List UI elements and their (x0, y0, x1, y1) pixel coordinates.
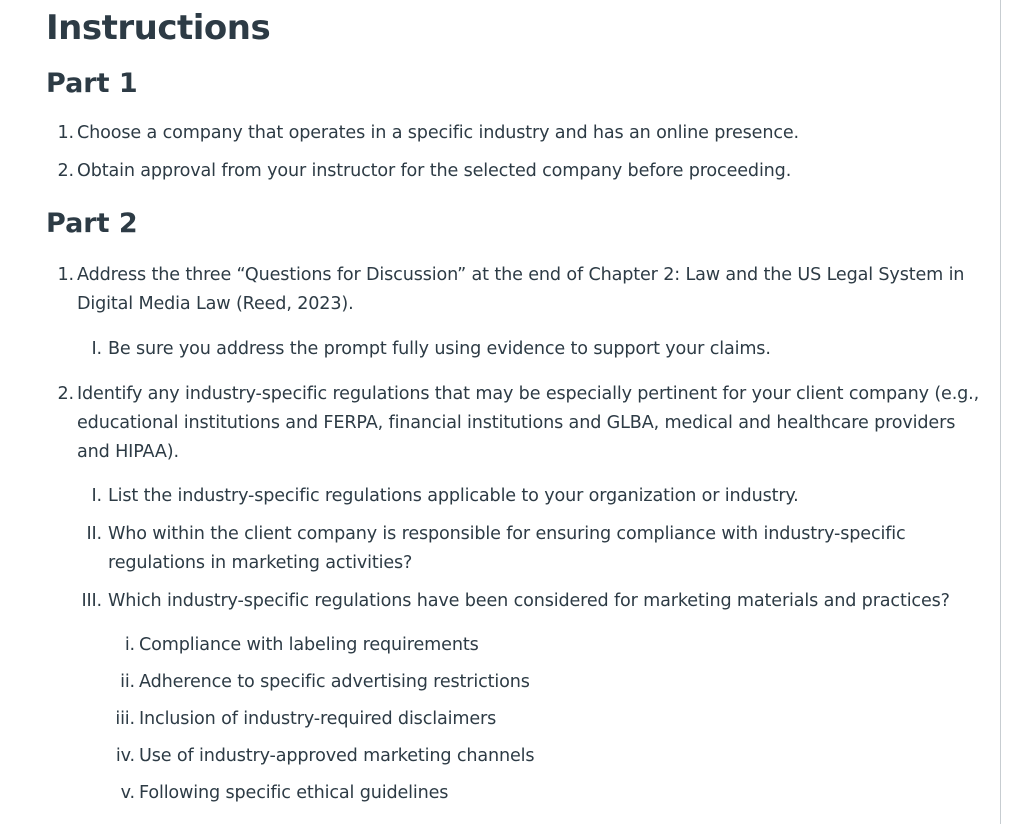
list-marker: III. (81, 591, 102, 611)
list-marker: i. (124, 635, 135, 655)
part-2-heading: Part 2 (46, 208, 138, 239)
list-marker: I. (91, 339, 102, 359)
list-item-text: Obtain approval from your instructor for the selected company before proceeding. (77, 161, 792, 181)
list-marker: v. (120, 783, 135, 803)
list-item-text: regulations in marketing activities? (108, 553, 413, 573)
list-marker: 2. (57, 384, 74, 404)
list-item-text: Identify any industry-specific regulations that may be especially pertinent for your client company (e.g., (77, 384, 980, 404)
list-item-text: Adherence to specific advertising restrictions (139, 672, 530, 692)
list-item-continuation (108, 549, 412, 578)
page-title: Instructions (46, 8, 271, 48)
list-item-text: Compliance with labeling requirements (139, 635, 479, 655)
list-marker: I. (91, 486, 102, 506)
list-item-text: educational institutions and FERPA, financial institutions and GLBA, medical and healthcare providers (77, 413, 956, 433)
list-marker: 1. (57, 265, 74, 285)
list-item-text: and HIPAA). (77, 442, 179, 462)
list-marker: 2. (57, 161, 74, 181)
list-marker: iv. (115, 746, 135, 766)
list-item-text: Who within the client company is responsible for ensuring compliance with industry-specific (108, 524, 906, 544)
list-item-text: Use of industry-approved marketing channels (139, 746, 535, 766)
list-item-text: Following specific ethical guidelines (139, 783, 449, 803)
list-item-continuation (77, 290, 354, 319)
list-marker: 1. (57, 123, 74, 143)
list-item-text: List the industry-specific regulations applicable to your organization or industry. (108, 486, 799, 506)
list-item-text: Be sure you address the prompt fully using evidence to support your claims. (108, 339, 771, 359)
list-item-text: Address the three “Questions for Discussion” at the end of Chapter 2: Law and the US Legal System in (77, 265, 965, 285)
list-marker: II. (86, 524, 102, 544)
list-item-continuation (77, 409, 955, 438)
list-marker: iii. (115, 709, 135, 729)
list-item-text: Which industry-specific regulations have been considered for marketing materials and practices? (108, 591, 950, 611)
list-item-text: Inclusion of industry-required disclaimers (139, 709, 497, 729)
list-item-text: Digital Media Law (Reed, 2023). (77, 294, 354, 314)
list-item-text: Choose a company that operates in a specific industry and has an online presence. (77, 123, 799, 143)
list-marker: ii. (120, 672, 135, 692)
list-item-continuation (77, 438, 179, 467)
part-1-heading: Part 1 (46, 68, 138, 99)
